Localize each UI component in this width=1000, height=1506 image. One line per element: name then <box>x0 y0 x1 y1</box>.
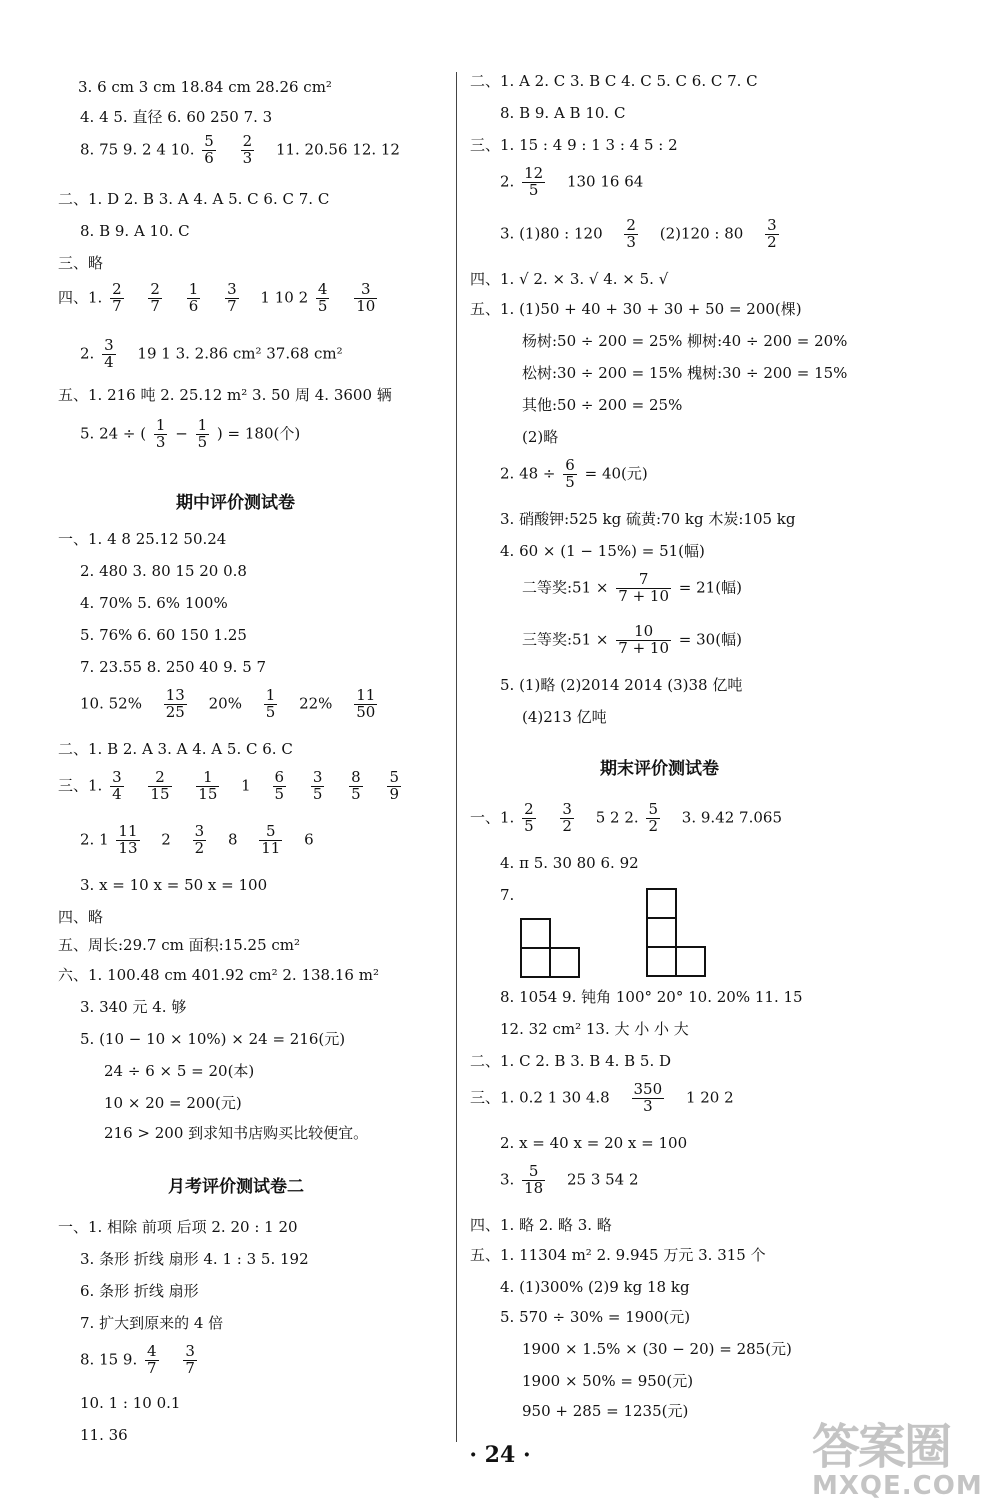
answer-line: 2. 1 $\frac{11}{13}$ 2 $\frac{3}{2}$ 8 $\frac{5}{11}$ 6 <box>80 822 314 857</box>
answer-line: 2. $\frac{3}{4}$ 19 1 3. 2.86 cm² 37.68 cm² <box>80 336 343 371</box>
answer-line: 5. (1)略 (2)2014 2014 (3)38 亿吨 <box>500 676 743 694</box>
answer-line: 4. 4 5. 直径 6. 60 250 7. 3 <box>80 108 273 126</box>
answer-line: 8. 75 9. 2 4 10. $\frac{5}{6}$ $\frac{2}{3}$ 11. 20.56 12. 12 <box>80 132 400 167</box>
answer-line: 3. x = 10 x = 50 x = 100 <box>80 876 268 894</box>
answer-line: 四、略 <box>58 908 104 926</box>
answer-line: 五、1. 216 吨 2. 25.12 m² 3. 50 周 4. 3600 辆 <box>58 386 392 404</box>
answer-line: 1900 × 50% = 950(元) <box>522 1372 694 1390</box>
answer-line: 一、1. 4 8 25.12 50.24 <box>58 530 227 548</box>
answer-line: 三、1. $\frac{3}{4}$ $\frac{2}{15}$ $\frac{1}{15}$ 1 $\frac{6}{5}$ $\frac{3}{5}$ $\frac{8}{5}$ $\frac{5}{9}$ <box>58 768 400 803</box>
answer-line: 2. x = 40 x = 20 x = 100 <box>500 1134 688 1152</box>
answer-line: 4. 70% 5. 6% 100% <box>80 594 228 612</box>
answer-line: 6. 条形 折线 扇形 <box>80 1282 199 1300</box>
watermark-url: MXQE.COM <box>812 1471 983 1501</box>
answer-line: 8. B 9. A 10. C <box>80 222 190 240</box>
section-heading: 期末评价测试卷 <box>600 759 719 779</box>
answer-line: 8. 15 9. $\frac{4}{7}$ $\frac{3}{7}$ <box>80 1342 195 1377</box>
answer-line: 3. 条形 折线 扇形 4. 1 : 3 5. 192 <box>80 1250 309 1268</box>
answer-line: 二、1. A 2. C 3. B C 4. C 5. C 6. C 7. C <box>470 72 758 90</box>
section-heading: 期中评价测试卷 <box>176 493 295 513</box>
answer-line: 950 + 285 = 1235(元) <box>522 1402 689 1420</box>
answer-line: 11. 36 <box>80 1426 128 1444</box>
page-number: · 24 · <box>469 1442 531 1468</box>
cube-view-figure-1 <box>520 918 580 978</box>
answer-line: 10. 52% $\frac{13}{25}$ 20% $\frac{1}{5}$ 22% $\frac{11}{50}$ <box>80 686 376 721</box>
answer-line: 四、1. $\frac{2}{7}$ $\frac{2}{7}$ $\frac{1}{6}$ $\frac{3}{7}$ 1 10 2 $\frac{4}{5}$ $\frac{3}{10}$ <box>58 280 376 315</box>
answer-line: (2)略 <box>522 428 559 446</box>
answer-line: 3. 340 元 4. 够 <box>80 998 187 1016</box>
answer-line: 四、1. √ 2. × 3. √ 4. × 5. √ <box>470 270 669 288</box>
section-heading: 月考评价测试卷二 <box>168 1177 304 1197</box>
answer-line: 2. 480 3. 80 15 20 0.8 <box>80 562 247 580</box>
answer-line: 3. (1)80 : 120 $\frac{2}{3}$ (2)120 : 80 $\frac{3}{2}$ <box>500 216 777 251</box>
answer-line: 8. B 9. A B 10. C <box>500 104 626 122</box>
answer-line: 10. 1 : 10 0.1 <box>80 1394 181 1412</box>
answer-line: 4. π 5. 30 80 6. 92 <box>500 854 639 872</box>
answer-line: 三、1. 15 : 4 9 : 1 3 : 4 5 : 2 <box>470 136 678 154</box>
answer-line: 1900 × 1.5% × (30 − 20) = 285(元) <box>522 1340 792 1358</box>
answer-line: 7. 扩大到原来的 4 倍 <box>80 1314 224 1332</box>
answer-line: 5. 76% 6. 60 150 1.25 <box>80 626 247 644</box>
column-divider <box>456 72 457 1442</box>
answer-line: 二、1. B 2. A 3. A 4. A 5. C 6. C <box>58 740 293 758</box>
answer-line: 12. 32 cm² 13. 大 小 小 大 <box>500 1020 689 1038</box>
watermark-text: 答案圈 <box>812 1419 951 1475</box>
answer-line: 4. (1)300% (2)9 kg 18 kg <box>500 1278 690 1296</box>
answer-line: 10 × 20 = 200(元) <box>104 1094 242 1112</box>
answer-line: 六、1. 100.48 cm 401.92 cm² 2. 138.16 m² <box>58 966 379 984</box>
answer-line: 一、1. 相除 前项 后项 2. 20 : 1 20 <box>58 1218 298 1236</box>
watermark-logo <box>812 1408 992 1500</box>
answer-line: 三等奖:51 × $\frac{10}{7 + 10}$ = 30(幅) <box>522 622 742 657</box>
answer-line: 7. 23.55 8. 250 40 9. 5 7 <box>80 658 267 676</box>
answer-line: 四、1. 略 2. 略 3. 略 <box>470 1216 612 1234</box>
answer-line: 3. 硝酸钾:525 kg 硫黄:70 kg 木炭:105 kg <box>500 510 796 528</box>
answer-line: 5. 570 ÷ 30% = 1900(元) <box>500 1308 691 1326</box>
answer-line: 三、略 <box>58 254 104 272</box>
answer-line: 一、1. $\frac{2}{5}$ $\frac{3}{2}$ 5 2 2. $\frac{5}{2}$ 3. 9.42 7.065 <box>470 800 782 835</box>
answer-line: (4)213 亿吨 <box>522 708 607 726</box>
answer-line: 3. 6 cm 3 cm 18.84 cm 28.26 cm² <box>78 78 332 96</box>
answer-line: 24 ÷ 6 × 5 = 20(本) <box>104 1062 255 1080</box>
answer-line: 杨树:50 ÷ 200 = 25% 柳树:40 ÷ 200 = 20% <box>522 332 848 350</box>
answer-line: 5. (10 − 10 × 10%) × 24 = 216(元) <box>80 1030 346 1048</box>
answer-line: 五、1. (1)50 + 40 + 30 + 30 + 50 = 200(棵) <box>470 300 802 318</box>
answer-line: 2. $\frac{12}{5}$ 130 16 64 <box>500 164 644 199</box>
answer-line: 松树:30 ÷ 200 = 15% 槐树:30 ÷ 200 = 15% <box>522 364 848 382</box>
answer-line: 5. 24 ÷ ( $\frac{1}{3}$ − $\frac{1}{5}$ ) = 180(个) <box>80 416 301 451</box>
answer-line: 2. 48 ÷ $\frac{6}{5}$ = 40(元) <box>500 456 648 491</box>
answer-line: 三、1. 0.2 1 30 4.8 $\frac{350}{3}$ 1 20 2 <box>470 1080 734 1115</box>
answer-line: 二、1. C 2. B 3. B 4. B 5. D <box>470 1052 672 1070</box>
answer-line: 216 > 200 到求知书店购买比较便宜。 <box>104 1124 369 1142</box>
answer-line: 4. 60 × (1 − 15%) = 51(幅) <box>500 542 705 560</box>
answer-line: 五、周长:29.7 cm 面积:15.25 cm² <box>58 936 301 954</box>
answer-line: 7. <box>500 886 515 904</box>
answer-line: 其他:50 ÷ 200 = 25% <box>522 396 683 414</box>
cube-view-figure-2 <box>646 888 706 978</box>
answer-line: 8. 1054 9. 钝角 100° 20° 10. 20% 11. 15 <box>500 988 803 1006</box>
answer-line: 二、1. D 2. B 3. A 4. A 5. C 6. C 7. C <box>58 190 330 208</box>
answer-line: 五、1. 11304 m² 2. 9.945 万元 3. 315 个 <box>470 1246 766 1264</box>
answer-line: 3. $\frac{5}{18}$ 25 3 54 2 <box>500 1162 639 1197</box>
answer-line: 二等奖:51 × $\frac{7}{7 + 10}$ = 21(幅) <box>522 570 742 605</box>
